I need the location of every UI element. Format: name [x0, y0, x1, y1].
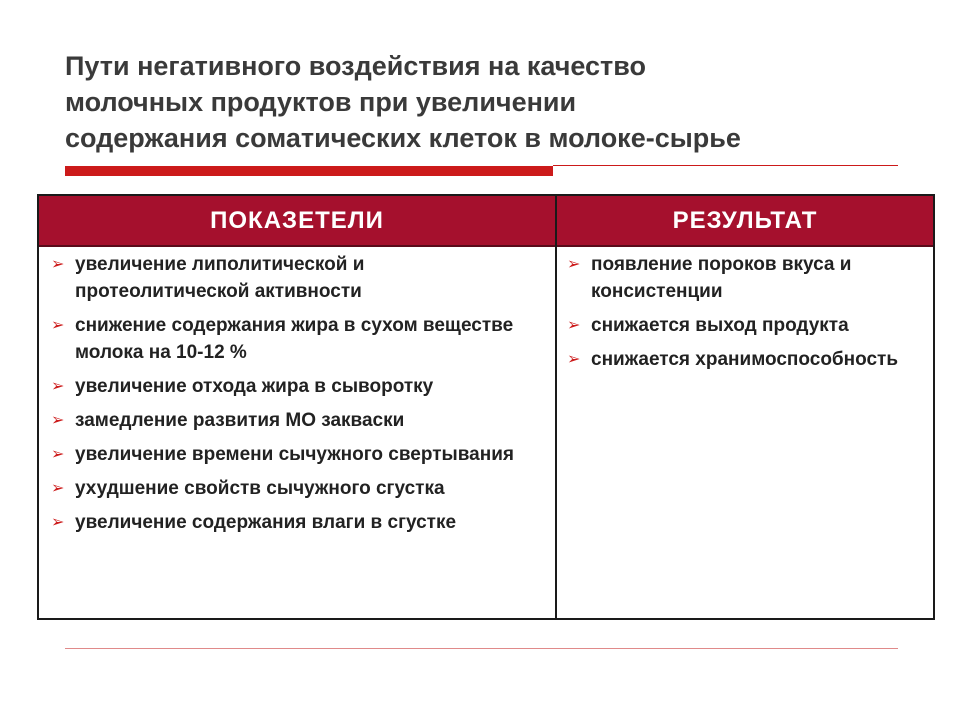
- list-item: [47, 373, 542, 400]
- chevron-bullet-icon: ➢: [567, 351, 581, 368]
- chevron-bullet-icon: ➢: [51, 378, 65, 395]
- list-item: [563, 251, 923, 305]
- title-line: содержания соматических клеток в молоке-сырье: [65, 123, 741, 153]
- title-underline-thin: [553, 165, 898, 166]
- indicators-list: [47, 251, 542, 543]
- chevron-bullet-icon: ➢: [51, 514, 65, 531]
- comparison-table: [37, 194, 935, 620]
- column-divider: [555, 196, 557, 618]
- header-result: РЕЗУЛЬТАТ: [672, 207, 818, 234]
- title-line: Пути негативного воздействия на качество: [65, 51, 647, 81]
- list-item: [563, 312, 923, 339]
- item-text: появление пороков вкуса и консистенции: [591, 254, 852, 302]
- item-text: увеличение отхода жира в сыворотку: [75, 376, 434, 397]
- results-list: [563, 251, 923, 380]
- list-item: [47, 441, 542, 468]
- chevron-bullet-icon: ➢: [51, 480, 65, 497]
- item-text: увеличение липолитической и протеолитической активности: [75, 254, 365, 302]
- chevron-bullet-icon: ➢: [567, 256, 581, 273]
- list-item: [47, 407, 542, 434]
- page-title: [65, 48, 925, 156]
- list-item: [47, 312, 542, 366]
- chevron-bullet-icon: ➢: [51, 412, 65, 429]
- list-item: [47, 475, 542, 502]
- chevron-bullet-icon: ➢: [51, 256, 65, 273]
- item-text: увеличение времени сычужного свертывания: [75, 444, 514, 465]
- item-text: снижение содержания жира в сухом веществе молока на 10-12 %: [75, 315, 514, 363]
- footer-divider: [65, 648, 898, 649]
- title-line: молочных продуктов при увеличении: [65, 87, 577, 117]
- table-header: [39, 196, 933, 247]
- list-item: [47, 251, 542, 305]
- item-text: увеличение содержания влаги в сгустке: [75, 512, 457, 533]
- item-text: снижается выход продукта: [591, 315, 849, 336]
- chevron-bullet-icon: ➢: [51, 446, 65, 463]
- item-text: замедление развития МО закваски: [75, 410, 405, 431]
- header-indicators: ПОКАЗЕТЕЛИ: [210, 207, 384, 234]
- chevron-bullet-icon: ➢: [51, 317, 65, 334]
- title-underline-thick: [65, 166, 553, 176]
- list-item: [47, 509, 542, 536]
- chevron-bullet-icon: ➢: [567, 317, 581, 334]
- item-text: снижается хранимоспособность: [591, 349, 899, 370]
- item-text: ухудшение свойств сычужного сгустка: [75, 478, 445, 499]
- list-item: [563, 346, 923, 373]
